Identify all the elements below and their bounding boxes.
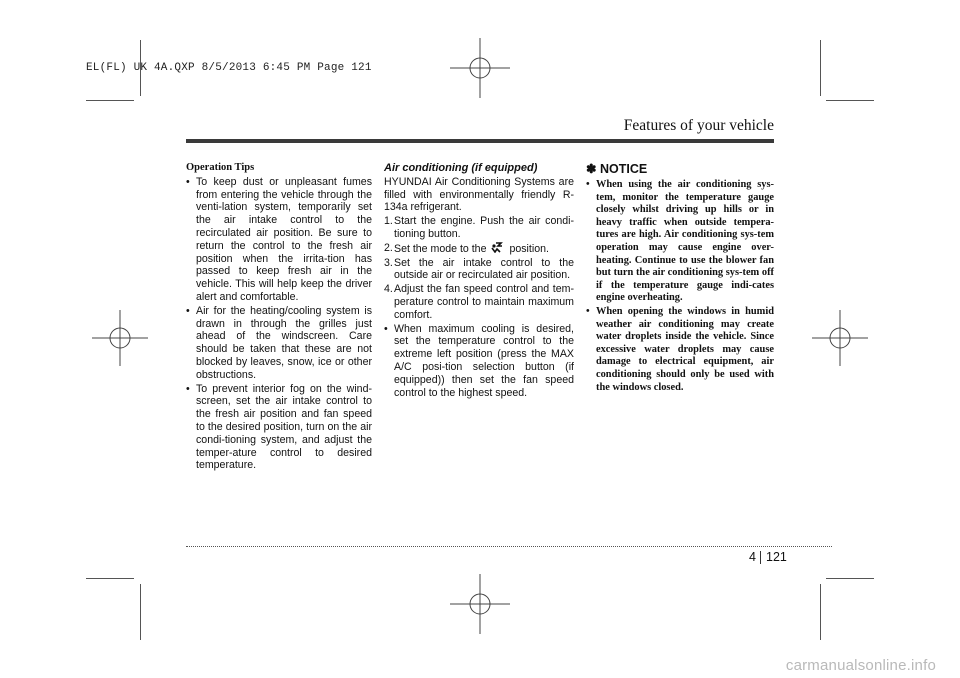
list-item: • When maximum cooling is desired, set the temperature control to the extreme left position (press the MAX A/C posi-tion selection button (if equipped)) then set the fan speed control to the highest speed. (384, 322, 574, 399)
print-header: EL(FL) UK 4A.QXP 8/5/2013 6:45 PM Page 121 (86, 62, 372, 74)
air-conditioning-steps (384, 215, 574, 321)
registration-mark-top-icon (450, 38, 510, 98)
list-item: • To prevent interior fog on the wind-screen, set the air intake control to the fresh air position and fan speed to the desired position, turn on the air condi-tioning system, and adjust the temper-ature control to desired temperature. (186, 382, 372, 472)
list-item: • Air for the heating/cooling system is drawn in through the grilles just ahead of the windscreen. Care should be taken that these are not blocked by leaves, snow, ice or other obstructions. (186, 304, 372, 381)
registration-mark-left-icon (92, 310, 148, 366)
vent-mode-icon (489, 242, 503, 253)
notice-column (586, 162, 774, 395)
chapter-number: 4 (749, 550, 756, 564)
list-item: • When opening the windows in humid weather air conditioning may create water droplets inside the vehicle. Since excessive water droplets may cause damage to electrical equipment, air conditioning should only be used with the windows closed. (586, 305, 774, 393)
operation-tips-heading: Operation Tips (186, 162, 255, 173)
registration-mark-bottom-icon (450, 574, 510, 634)
notice-symbol-icon: ✽ (586, 162, 597, 176)
watermark: carmanualsonline.info (785, 657, 936, 674)
list-item: 3. Set the air intake control to the outside air or recirculated air position. (384, 256, 574, 282)
air-conditioning-heading: Air conditioning (if equipped) (384, 162, 538, 174)
air-conditioning-column (384, 162, 574, 400)
footer-rule (186, 546, 832, 547)
page-number: 121 (766, 550, 787, 564)
footer-separator (760, 551, 761, 564)
notice-list (586, 179, 774, 394)
air-conditioning-bullets (384, 323, 574, 400)
list-item: 1. Start the engine. Push the air condi-tioning button. (384, 215, 574, 240)
header-rule (186, 139, 774, 143)
section-title: Features of your vehicle (623, 117, 774, 134)
notice-title: ✽ NOTICE (586, 162, 648, 176)
list-item: • To keep dust or unpleasant fumes from entering the vehicle through the venti-lation system, temporarily set the air intake control to the recirculated air position. Be sure to return the control to the fresh air position when the irrita-tion has passed to keep fresh air in the vehicle. This will help keep the driver alert and comfortable. (186, 175, 372, 303)
operation-tips-column (186, 162, 372, 473)
air-conditioning-intro: HYUNDAI Air Conditioning Systems are filled with environmentally friendly R-134a refrigerant. (384, 175, 574, 214)
list-item: 4. Adjust the fan speed control and tem-perature control to maintain maximum comfort. (384, 283, 574, 321)
list-item: 2. Set the mode to the position. (384, 241, 549, 255)
registration-mark-right-icon (812, 310, 868, 366)
operation-tips-list (186, 176, 372, 472)
list-item: • When using the air conditioning sys-tem, monitor the temperature gauge closely whilst driving up hills or in heavy traffic when outside tempera-tures are high. Air conditioning sys-tem operation may cause engine over-heating. Continue to use the blower fan but turn the air conditioning sys-tem off if the temperature gauge indi-cates engine overheating. (586, 179, 774, 304)
